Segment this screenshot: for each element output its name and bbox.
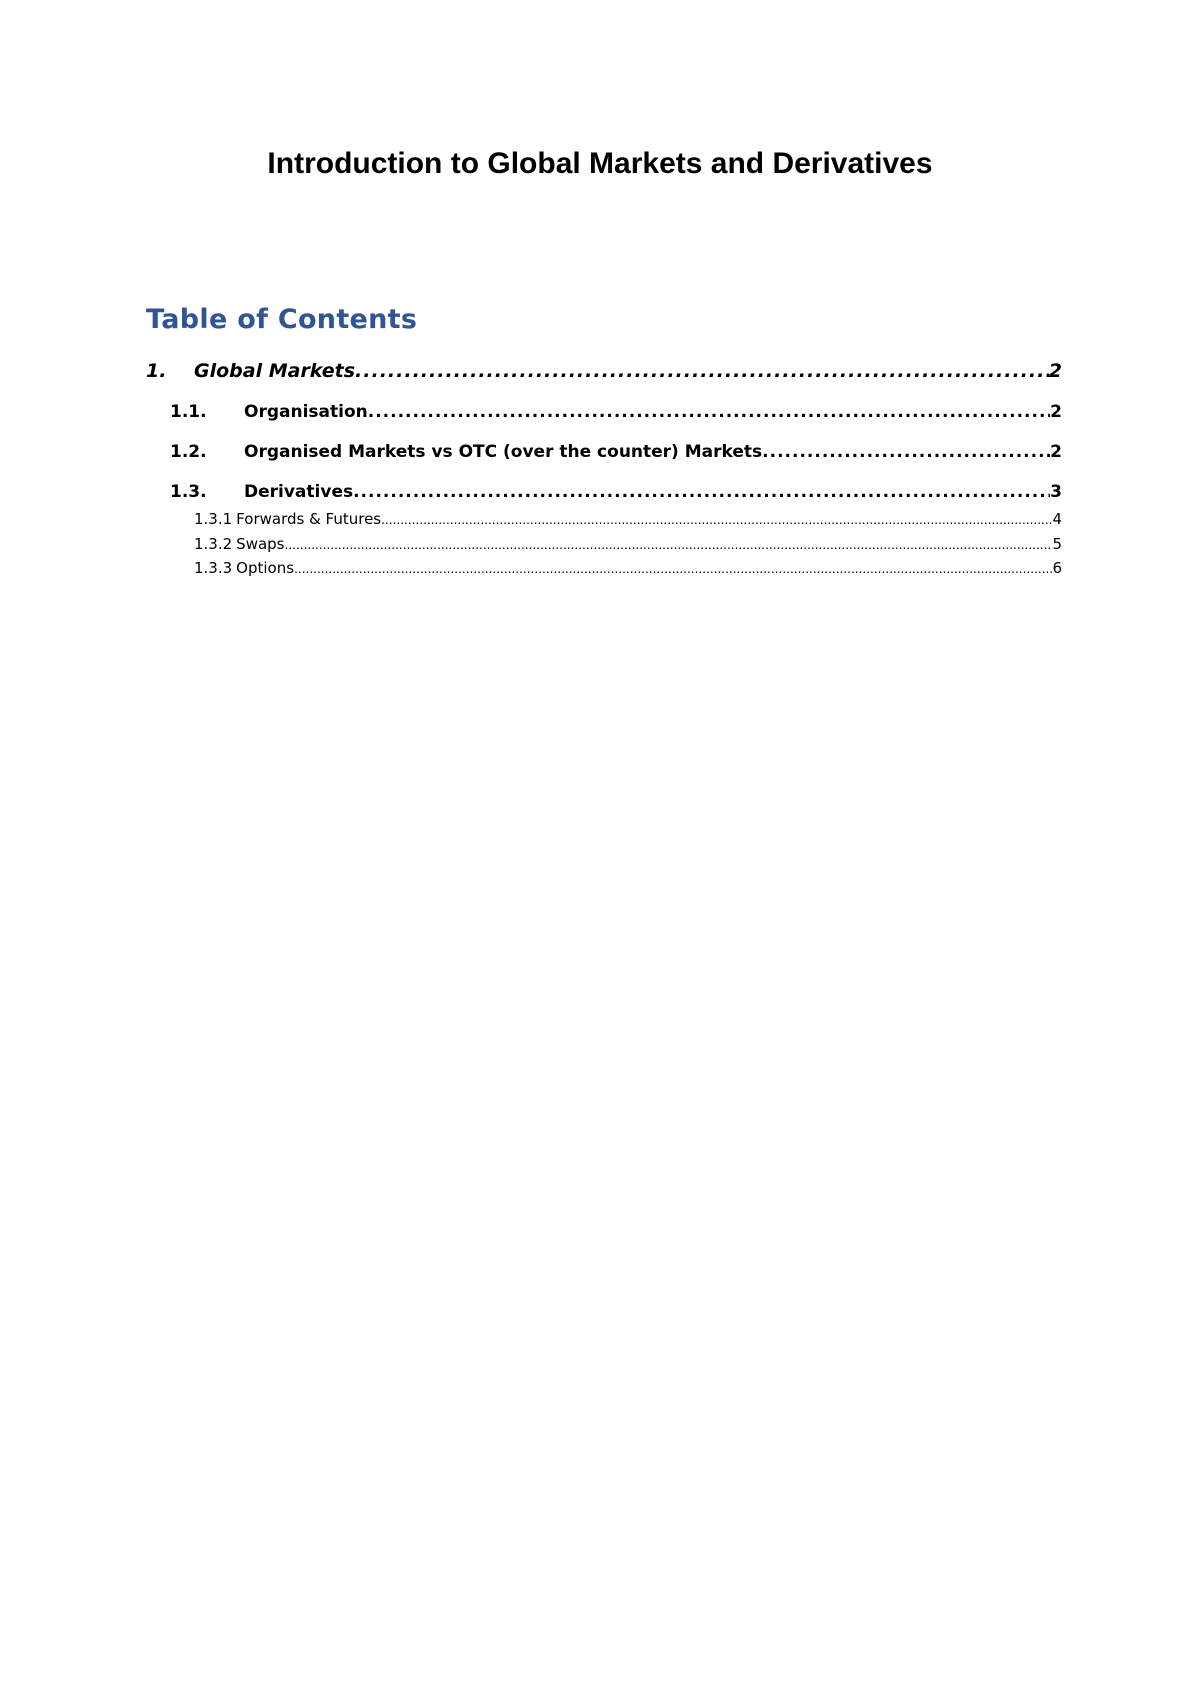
toc-dot-leader [381, 509, 1052, 531]
toc-entry-number: 1. [146, 360, 167, 382]
toc-entry-label: Derivatives [244, 482, 354, 502]
toc-dot-leader [294, 558, 1052, 580]
toc-entry-forwards-futures[interactable] [194, 508, 1062, 531]
toc-entry-organisation[interactable] [170, 400, 1062, 424]
toc-entry-page: 2 [1050, 402, 1062, 422]
toc-dot-leader [285, 534, 1053, 556]
toc-dot-leader [368, 400, 1050, 424]
toc-entry-number: 1.2. [170, 442, 207, 462]
toc-entry-global-markets[interactable] [146, 358, 1062, 384]
document-title: Introduction to Global Markets and Derivatives [267, 147, 933, 180]
toc-entry-number: 1.3. [170, 482, 207, 502]
toc-entry-label: Global Markets [194, 360, 356, 382]
toc-entry-page: 2 [1048, 360, 1062, 382]
toc-entry-derivatives[interactable] [170, 480, 1062, 504]
toc-entry-page: 4 [1052, 510, 1062, 528]
toc-entry-page: 5 [1052, 535, 1062, 553]
toc-entry-number: 1.3.1 [194, 510, 233, 528]
toc-entry-organised-vs-otc[interactable] [170, 440, 1062, 464]
toc-entry-number: 1.3.3 [194, 559, 233, 577]
toc-entry-page: 2 [1050, 442, 1062, 462]
toc-entry-label: Organised Markets vs OTC (over the counter) Markets [244, 442, 763, 462]
toc-entry-number: 1.1. [170, 402, 207, 422]
toc-entry-page: 3 [1050, 482, 1062, 502]
toc-dot-leader [762, 440, 1050, 464]
toc-entry-page: 6 [1052, 559, 1062, 577]
toc-heading: Table of Contents [146, 304, 418, 335]
toc-entry-swaps[interactable] [194, 533, 1062, 556]
toc-dot-leader [353, 480, 1050, 504]
toc-entry-label: Options [236, 559, 295, 577]
toc-entry-label: Forwards & Futures [236, 510, 382, 528]
toc-dot-leader [355, 358, 1049, 384]
toc-entry-label: Swaps [236, 535, 285, 553]
toc-entry-options[interactable] [194, 557, 1062, 580]
toc-entry-number: 1.3.2 [194, 535, 233, 553]
toc-entry-label: Organisation [244, 402, 368, 422]
